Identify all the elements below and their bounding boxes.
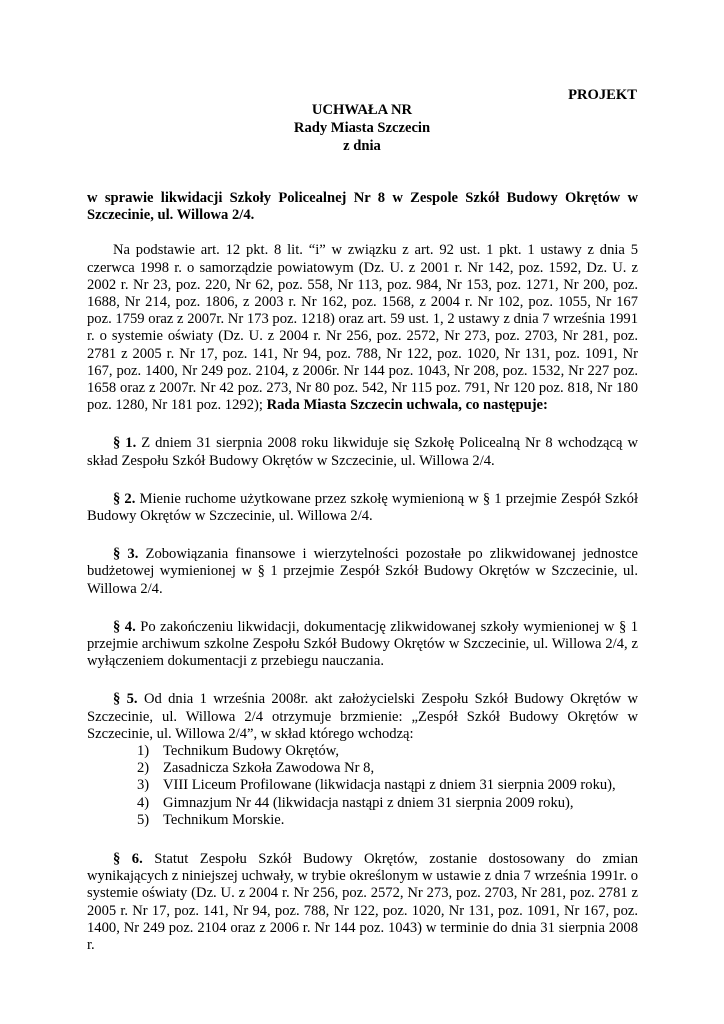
list-item-number: 3) [137,777,150,794]
preamble [87,242,638,414]
section-4 [87,619,638,671]
title-line-1: UCHWAŁA NR [311,102,413,118]
draft-label: PROJEKT [568,87,637,103]
list-item-text: Technikum Budowy Okrętów, [163,743,339,760]
list-item-number: 4) [137,794,150,811]
section-mark: § 2. [113,490,136,507]
resolution-subject: w sprawie likwidacji Szkoły Policealnej Nr 8 w Zespole Szkół Budowy Okrętów w Szczecinie, ul. Willowa 2/4. [87,190,638,224]
section-6 [87,851,638,954]
section-mark: § 5. [113,691,138,708]
list-item-number: 5) [137,811,150,828]
list-item-text: Technikum Morskie. [163,811,285,828]
preamble-decision: Rada Miasta Szczecin uchwala, co następuje: [266,397,548,414]
list-item [87,743,638,760]
preamble-text: Na podstawie art. 12 pkt. 8 lit. “i” w związku z art. 92 ust. 1 pkt. 1 ustawy z dnia 5 czerwca 1998 r. o samorządzie powiatowym (Dz. U. z 2001 r. Nr 142, poz. 1592, Dz. U. z 2002 r. Nr 23, poz. 220, Nr 62, poz. 558, Nr 113, poz. 984, Nr 153, poz. 1271, Nr 200, poz. 1688, Nr 214, poz. 1806, z 2003 r. Nr 162, poz. 1568, z 2004 r. Nr 102, poz. 1055, Nr 167 poz. 1759 oraz z 2007r. Nr 173 poz. 1218) oraz art. 59 ust. 1, 2 ustawy z dnia 7 września 1991 r. o systemie oświaty (Dz. U. z 2004 r. Nr 256, poz. 2572, Nr 273, poz. 2703, Nr 281, poz. 2781 z 2005 r. Nr 17, poz. 141, Nr 94, poz. 788, Nr 122, poz. 1020, Nr 131, poz. 1091, Nr 167, poz. 1400, Nr 249 poz. 2104, z 2006r. Nr 144 poz. 1043, Nr 208, poz. 1532, Nr 227 poz. 1658 oraz z 2007r. Nr 42 poz. 273, Nr 80 poz. 542, Nr 115 poz. 791, Nr 120 poz. 818, Nr 180 poz. 1280, Nr 181 poz. 1292); [87,242,638,414]
section-text: Po zakończeniu likwidacji, dokumentację zlikwidowanej szkoły wymienionej w § 1 przejmie archiwum szkolne Zespołu Szkół Budowy Okrętów w Szczecinie, ul. Willowa 2/4, z wyłączeniem dokumentacji z przebiegu nauczania. [87,618,639,670]
list-item [87,795,638,812]
list-item [87,777,638,794]
title-line-3: z dnia [343,138,381,154]
section-text: Statut Zespołu Szkół Budowy Okrętów, zostanie dostosowany do zmian wynikających z niniejszej uchwały, w trybie określonym w ustawie z dnia 7 września 1991r. o systemie oświaty (Dz. U. z 2004 r. Nr 256, poz. 2572, Nr 273, poz. 2703, Nr 281, poz. 2781 z 2005 r. Nr 17, poz. 141, Nr 94, poz. 788, Nr 122, poz. 1020, Nr 131, poz. 1091, Nr 167, poz. 1400, Nr 249 poz. 2104 oraz z 2006 r. Nr 144 poz. 1043) w terminie do dnia 31 sierpnia 2008 r. [87,851,638,954]
resolution-title [0,102,724,156]
section-text: Z dniem 31 sierpnia 2008 roku likwiduje się Szkołę Policealną Nr 8 wchodzącą w skład Zespołu Szkół Budowy Okrętów w Szczecinie, ul. Willowa 2/4. [87,435,638,469]
section-1 [87,435,638,469]
list-item-number: 2) [137,760,150,777]
list-item-text: Gimnazjum Nr 44 (likwidacja nastąpi z dniem 31 sierpnia 2009 roku), [163,794,574,811]
list-item-number: 1) [137,743,150,760]
school-list [87,743,638,829]
section-5 [87,691,638,743]
list-item-text: VIII Liceum Profilowane (likwidacja nastąpi z dniem 31 sierpnia 2009 roku), [163,777,616,794]
list-item-text: Zasadnicza Szkoła Zawodowa Nr 8, [163,760,375,777]
section-mark: § 4. [113,618,136,635]
document-body [87,190,638,954]
title-line-2: Rady Miasta Szczecin [293,120,431,136]
section-mark: § 6. [113,851,143,868]
section-text: Od dnia 1 września 2008r. akt założycielski Zespołu Szkół Budowy Okrętów w Szczecinie, ul. Willowa 2/4 otrzymuje brzmienie: „Zespół Szkół Budowy Okrętów w Szczecinie, ul. Willowa 2/4”, w skład którego wchodzą: [87,691,638,742]
section-text: Zobowiązania finansowe i wierzytelności pozostałe po zlikwidowanej jednostce budżetowej wymienionej w § 1 przejmie Zespół Szkół Budowy Okrętów w Szczecinie, ul. Willowa 2/4. [87,546,639,597]
list-item [87,812,638,829]
section-mark: § 3. [113,546,139,563]
section-mark: § 1. [113,435,137,452]
section-3 [87,546,638,598]
section-2 [87,491,638,525]
list-item [87,760,638,777]
section-text: Mienie ruchome użytkowane przez szkołę wymienioną w § 1 przejmie Zespół Szkół Budowy Okrętów w Szczecinie, ul. Willowa 2/4. [87,490,638,525]
